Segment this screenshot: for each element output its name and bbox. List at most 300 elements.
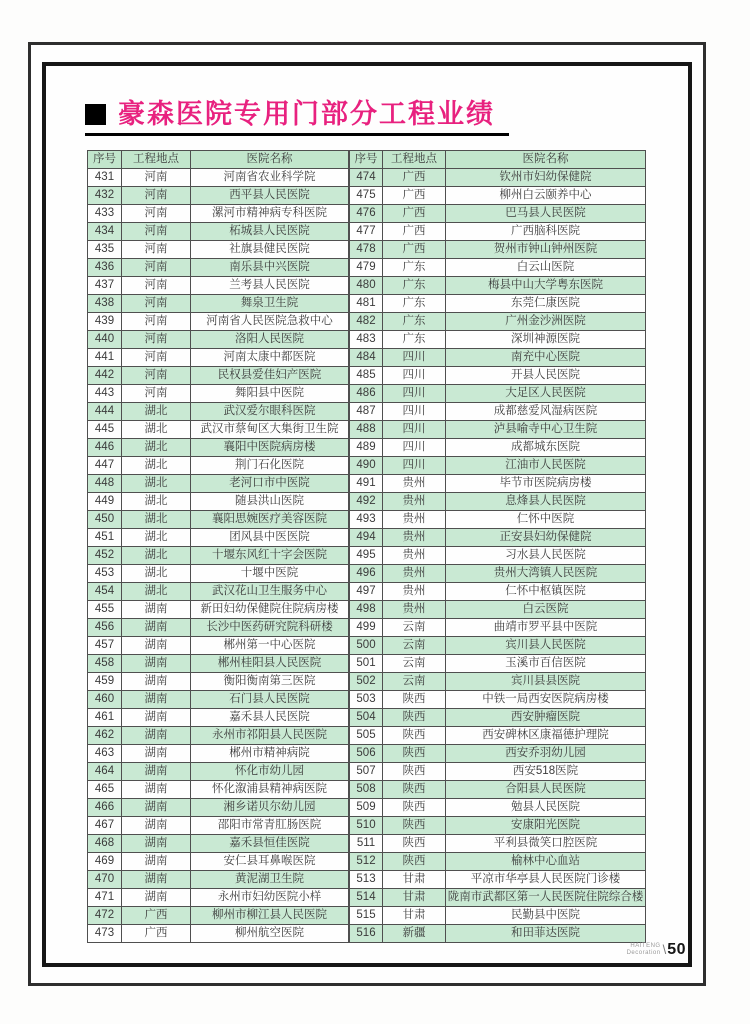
table-row [350, 241, 646, 259]
row-serial: 490 [350, 457, 383, 475]
row-location: 广西 [383, 223, 446, 241]
table-row [350, 583, 646, 601]
row-hospital: 仁怀中医院 [446, 511, 646, 529]
row-location: 甘肃 [383, 907, 446, 925]
table-row [88, 727, 349, 745]
row-location: 湖南 [122, 889, 191, 907]
row-location: 湖北 [122, 457, 191, 475]
table-row [88, 295, 349, 313]
row-hospital: 民权县爱佳妇产医院 [191, 367, 349, 385]
row-hospital: 嘉禾县恒佳医院 [191, 835, 349, 853]
row-serial: 469 [88, 853, 122, 871]
row-serial: 459 [88, 673, 122, 691]
table-row [88, 367, 349, 385]
row-location: 湖南 [122, 799, 191, 817]
table-row [350, 295, 646, 313]
row-hospital: 泸县喻寺中心卫生院 [446, 421, 646, 439]
slash-separator: \ [662, 941, 667, 957]
row-serial: 503 [350, 691, 383, 709]
row-serial: 432 [88, 187, 122, 205]
row-hospital: 安仁县耳鼻喉医院 [191, 853, 349, 871]
table-row [350, 871, 646, 889]
row-location: 河南 [122, 277, 191, 295]
row-location: 云南 [383, 655, 446, 673]
brand-mark [627, 943, 661, 957]
table-row [88, 403, 349, 421]
table-row [88, 187, 349, 205]
row-location: 贵州 [383, 601, 446, 619]
table-row [88, 385, 349, 403]
row-hospital: 襄阳思婉医疗美容医院 [191, 511, 349, 529]
row-location: 湖南 [122, 835, 191, 853]
table-row [88, 853, 349, 871]
row-serial: 442 [88, 367, 122, 385]
row-location: 湖南 [122, 727, 191, 745]
row-hospital: 武汉市蔡甸区大集街卫生院 [191, 421, 349, 439]
row-location: 湖北 [122, 547, 191, 565]
row-location: 广东 [383, 295, 446, 313]
row-serial: 495 [350, 547, 383, 565]
column-header: 工程地点 [383, 151, 446, 169]
row-serial: 458 [88, 655, 122, 673]
row-serial: 507 [350, 763, 383, 781]
row-hospital: 贵州大湾镇人民医院 [446, 565, 646, 583]
table-row [88, 835, 349, 853]
row-serial: 441 [88, 349, 122, 367]
row-hospital: 湘乡诺贝尔幼儿园 [191, 799, 349, 817]
row-hospital: 郴州市精神病院 [191, 745, 349, 763]
table-row [88, 259, 349, 277]
table-row [88, 673, 349, 691]
row-serial: 509 [350, 799, 383, 817]
table-row [350, 547, 646, 565]
row-hospital: 兰考县人民医院 [191, 277, 349, 295]
table-row [88, 205, 349, 223]
row-hospital: 石门县人民医院 [191, 691, 349, 709]
table-row [350, 673, 646, 691]
row-serial: 466 [88, 799, 122, 817]
row-serial: 488 [350, 421, 383, 439]
row-location: 湖南 [122, 781, 191, 799]
row-location: 湖南 [122, 601, 191, 619]
row-serial: 499 [350, 619, 383, 637]
table-row [88, 799, 349, 817]
row-location: 湖南 [122, 637, 191, 655]
table-row [88, 817, 349, 835]
row-serial: 457 [88, 637, 122, 655]
row-hospital: 西安碑林区康福德护理院 [446, 727, 646, 745]
table-row [88, 907, 349, 925]
table-row [350, 331, 646, 349]
row-location: 陕西 [383, 835, 446, 853]
row-hospital: 广州金沙洲医院 [446, 313, 646, 331]
row-hospital: 永州市祁阳县人民医院 [191, 727, 349, 745]
row-location: 湖北 [122, 565, 191, 583]
row-serial: 450 [88, 511, 122, 529]
table-row [350, 691, 646, 709]
achievement-tables [87, 150, 646, 943]
row-serial: 464 [88, 763, 122, 781]
row-location: 湖南 [122, 871, 191, 889]
table-row [350, 475, 646, 493]
row-hospital: 衡阳衡南第三医院 [191, 673, 349, 691]
row-serial: 478 [350, 241, 383, 259]
row-location: 湖南 [122, 655, 191, 673]
row-location: 陕西 [383, 745, 446, 763]
row-hospital: 荆门石化医院 [191, 457, 349, 475]
row-serial: 455 [88, 601, 122, 619]
row-serial: 456 [88, 619, 122, 637]
row-hospital: 河南省农业科学院 [191, 169, 349, 187]
row-hospital: 河南太康中都医院 [191, 349, 349, 367]
row-hospital: 宾川县县医院 [446, 673, 646, 691]
row-serial: 453 [88, 565, 122, 583]
table-row [350, 853, 646, 871]
row-hospital: 钦州市妇幼保健院 [446, 169, 646, 187]
row-hospital: 西安518医院 [446, 763, 646, 781]
row-serial: 482 [350, 313, 383, 331]
row-location: 湖北 [122, 403, 191, 421]
row-serial: 436 [88, 259, 122, 277]
column-header: 工程地点 [122, 151, 191, 169]
table-row [88, 331, 349, 349]
row-location: 贵州 [383, 493, 446, 511]
table-row [88, 601, 349, 619]
table-row [88, 547, 349, 565]
row-serial: 504 [350, 709, 383, 727]
row-location: 湖南 [122, 853, 191, 871]
table-row [350, 367, 646, 385]
row-location: 四川 [383, 349, 446, 367]
table-row [350, 187, 646, 205]
row-serial: 437 [88, 277, 122, 295]
row-serial: 463 [88, 745, 122, 763]
row-location: 河南 [122, 295, 191, 313]
row-hospital: 柳州市柳江县人民医院 [191, 907, 349, 925]
row-location: 甘肃 [383, 871, 446, 889]
row-serial: 444 [88, 403, 122, 421]
row-location: 湖南 [122, 691, 191, 709]
table-row [350, 889, 646, 907]
row-location: 河南 [122, 169, 191, 187]
row-hospital: 怀化市幼儿园 [191, 763, 349, 781]
row-hospital: 习水县人民医院 [446, 547, 646, 565]
row-hospital: 郴州桂阳县人民医院 [191, 655, 349, 673]
row-location: 四川 [383, 457, 446, 475]
row-serial: 513 [350, 871, 383, 889]
row-location: 湖北 [122, 475, 191, 493]
row-location: 湖南 [122, 709, 191, 727]
row-location: 贵州 [383, 547, 446, 565]
row-hospital: 贺州市钟山钟州医院 [446, 241, 646, 259]
row-hospital: 邵阳市常青肛肠医院 [191, 817, 349, 835]
row-location: 陕西 [383, 817, 446, 835]
table-row [350, 835, 646, 853]
table-row [88, 745, 349, 763]
title-block [85, 101, 509, 136]
row-serial: 492 [350, 493, 383, 511]
row-location: 云南 [383, 673, 446, 691]
row-serial: 484 [350, 349, 383, 367]
table-row [350, 763, 646, 781]
row-location: 河南 [122, 367, 191, 385]
row-location: 四川 [383, 403, 446, 421]
row-location: 陕西 [383, 781, 446, 799]
table-row [350, 511, 646, 529]
row-location: 河南 [122, 259, 191, 277]
table-row [350, 817, 646, 835]
row-hospital: 西安肿瘤医院 [446, 709, 646, 727]
column-header: 医院名称 [191, 151, 349, 169]
row-location: 新疆 [383, 925, 446, 943]
row-hospital: 舞阳县中医院 [191, 385, 349, 403]
table-row [350, 385, 646, 403]
row-serial: 500 [350, 637, 383, 655]
row-location: 河南 [122, 205, 191, 223]
row-serial: 481 [350, 295, 383, 313]
row-serial: 508 [350, 781, 383, 799]
table-row [350, 727, 646, 745]
table-row [88, 925, 349, 943]
row-hospital: 武汉花山卫生服务中心 [191, 583, 349, 601]
row-hospital: 曲靖市罗平县中医院 [446, 619, 646, 637]
table-row [88, 889, 349, 907]
row-serial: 493 [350, 511, 383, 529]
row-location: 贵州 [383, 565, 446, 583]
row-serial: 435 [88, 241, 122, 259]
table-row [350, 745, 646, 763]
row-hospital: 和田菲达医院 [446, 925, 646, 943]
row-serial: 510 [350, 817, 383, 835]
row-serial: 452 [88, 547, 122, 565]
row-serial: 433 [88, 205, 122, 223]
row-hospital: 深圳神源医院 [446, 331, 646, 349]
row-serial: 498 [350, 601, 383, 619]
table-row [88, 223, 349, 241]
column-header: 医院名称 [446, 151, 646, 169]
column-header: 序号 [88, 151, 122, 169]
row-location: 贵州 [383, 529, 446, 547]
row-location: 广东 [383, 259, 446, 277]
row-serial: 448 [88, 475, 122, 493]
row-serial: 485 [350, 367, 383, 385]
table-row [350, 421, 646, 439]
row-location: 贵州 [383, 475, 446, 493]
row-serial: 445 [88, 421, 122, 439]
table-row [350, 925, 646, 943]
row-hospital: 民勤县中医院 [446, 907, 646, 925]
table-row [350, 349, 646, 367]
row-hospital: 西平县人民医院 [191, 187, 349, 205]
row-location: 陕西 [383, 853, 446, 871]
table-row [350, 565, 646, 583]
row-location: 四川 [383, 421, 446, 439]
row-hospital: 巴马县人民医院 [446, 205, 646, 223]
row-hospital: 老河口市中医院 [191, 475, 349, 493]
table-row [350, 277, 646, 295]
row-serial: 491 [350, 475, 383, 493]
row-hospital: 成都慈爱风湿病医院 [446, 403, 646, 421]
row-serial: 486 [350, 385, 383, 403]
row-location: 广西 [122, 925, 191, 943]
row-hospital: 仁怀中枢镇医院 [446, 583, 646, 601]
row-hospital: 平利县微笑口腔医院 [446, 835, 646, 853]
row-location: 广西 [383, 169, 446, 187]
row-location: 广西 [383, 187, 446, 205]
table-row [88, 475, 349, 493]
table-row [350, 493, 646, 511]
row-serial: 470 [88, 871, 122, 889]
row-hospital: 黄泥湖卫生院 [191, 871, 349, 889]
row-location: 湖南 [122, 817, 191, 835]
row-serial: 502 [350, 673, 383, 691]
row-location: 河南 [122, 331, 191, 349]
row-serial: 511 [350, 835, 383, 853]
table-row [88, 493, 349, 511]
table-row [88, 655, 349, 673]
row-hospital: 白云山医院 [446, 259, 646, 277]
row-location: 云南 [383, 637, 446, 655]
row-location: 河南 [122, 349, 191, 367]
row-serial: 479 [350, 259, 383, 277]
row-hospital: 梅县中山大学粤东医院 [446, 277, 646, 295]
row-serial: 439 [88, 313, 122, 331]
row-serial: 471 [88, 889, 122, 907]
row-location: 湖南 [122, 673, 191, 691]
row-serial: 460 [88, 691, 122, 709]
row-location: 广西 [383, 241, 446, 259]
table-row [350, 439, 646, 457]
table-row [88, 691, 349, 709]
table-row [88, 637, 349, 655]
row-location: 湖南 [122, 763, 191, 781]
row-hospital: 平凉市华亭县人民医院门诊楼 [446, 871, 646, 889]
page-footer [627, 941, 686, 959]
row-hospital: 勉县人民医院 [446, 799, 646, 817]
table-row [88, 781, 349, 799]
brand-name: HAITENG [630, 943, 661, 950]
row-location: 湖北 [122, 529, 191, 547]
row-hospital: 东莞仁康医院 [446, 295, 646, 313]
row-serial: 516 [350, 925, 383, 943]
row-hospital: 榆林中心血站 [446, 853, 646, 871]
table-row [88, 169, 349, 187]
row-serial: 468 [88, 835, 122, 853]
table-row [88, 511, 349, 529]
column-header: 序号 [350, 151, 383, 169]
row-hospital: 广西脑科医院 [446, 223, 646, 241]
row-hospital: 正安县妇幼保健院 [446, 529, 646, 547]
row-hospital: 中铁一局西安医院病房楼 [446, 691, 646, 709]
row-location: 陕西 [383, 799, 446, 817]
row-hospital: 开县人民医院 [446, 367, 646, 385]
table-row [88, 565, 349, 583]
table-row [350, 799, 646, 817]
row-serial: 473 [88, 925, 122, 943]
row-hospital: 江油市人民医院 [446, 457, 646, 475]
row-location: 湖南 [122, 745, 191, 763]
table-row [88, 709, 349, 727]
row-hospital: 武汉爱尔眼科医院 [191, 403, 349, 421]
table-row [88, 457, 349, 475]
table-row [88, 439, 349, 457]
table-row [88, 619, 349, 637]
row-location: 陕西 [383, 691, 446, 709]
row-hospital: 永州市妇幼医院小样 [191, 889, 349, 907]
row-location: 四川 [383, 367, 446, 385]
row-serial: 505 [350, 727, 383, 745]
row-serial: 431 [88, 169, 122, 187]
row-serial: 447 [88, 457, 122, 475]
table-row [350, 637, 646, 655]
table-row [350, 709, 646, 727]
row-hospital: 怀化溆浦县精神病医院 [191, 781, 349, 799]
row-location: 河南 [122, 241, 191, 259]
row-hospital: 成都城东医院 [446, 439, 646, 457]
row-serial: 443 [88, 385, 122, 403]
row-hospital: 舞泉卫生院 [191, 295, 349, 313]
table-row [350, 205, 646, 223]
row-serial: 489 [350, 439, 383, 457]
row-serial: 434 [88, 223, 122, 241]
row-hospital: 南充中心医院 [446, 349, 646, 367]
row-location: 湖北 [122, 583, 191, 601]
row-serial: 467 [88, 817, 122, 835]
row-location: 广西 [122, 907, 191, 925]
row-hospital: 毕节市医院病房楼 [446, 475, 646, 493]
row-location: 四川 [383, 439, 446, 457]
row-hospital: 西安乔羽幼儿园 [446, 745, 646, 763]
row-serial: 497 [350, 583, 383, 601]
row-serial: 512 [350, 853, 383, 871]
row-hospital: 嘉禾县人民医院 [191, 709, 349, 727]
row-location: 陕西 [383, 727, 446, 745]
table-row [350, 529, 646, 547]
table-header-row [350, 151, 646, 169]
row-serial: 501 [350, 655, 383, 673]
table-row [350, 313, 646, 331]
row-serial: 440 [88, 331, 122, 349]
row-hospital: 河南省人民医院急救中心 [191, 313, 349, 331]
table-row [88, 583, 349, 601]
row-hospital: 十堰东风红十字会医院 [191, 547, 349, 565]
square-bullet-icon [85, 104, 106, 125]
row-location: 河南 [122, 223, 191, 241]
row-hospital: 洛阳人民医院 [191, 331, 349, 349]
row-hospital: 团风县中医医院 [191, 529, 349, 547]
row-hospital: 宾川县人民医院 [446, 637, 646, 655]
row-serial: 514 [350, 889, 383, 907]
row-location: 广西 [383, 205, 446, 223]
row-serial: 462 [88, 727, 122, 745]
row-serial: 494 [350, 529, 383, 547]
row-hospital: 襄阳中医院病房楼 [191, 439, 349, 457]
row-serial: 483 [350, 331, 383, 349]
page-title: 豪森医院专用门部分工程业绩 [118, 99, 495, 129]
row-hospital: 郴州第一中心医院 [191, 637, 349, 655]
table-row [88, 349, 349, 367]
row-location: 贵州 [383, 511, 446, 529]
row-serial: 454 [88, 583, 122, 601]
row-location: 河南 [122, 313, 191, 331]
row-serial: 477 [350, 223, 383, 241]
row-location: 广东 [383, 331, 446, 349]
row-location: 广东 [383, 313, 446, 331]
row-hospital: 十堰中医院 [191, 565, 349, 583]
table-row [88, 763, 349, 781]
table-row [350, 403, 646, 421]
row-hospital: 南乐县中兴医院 [191, 259, 349, 277]
